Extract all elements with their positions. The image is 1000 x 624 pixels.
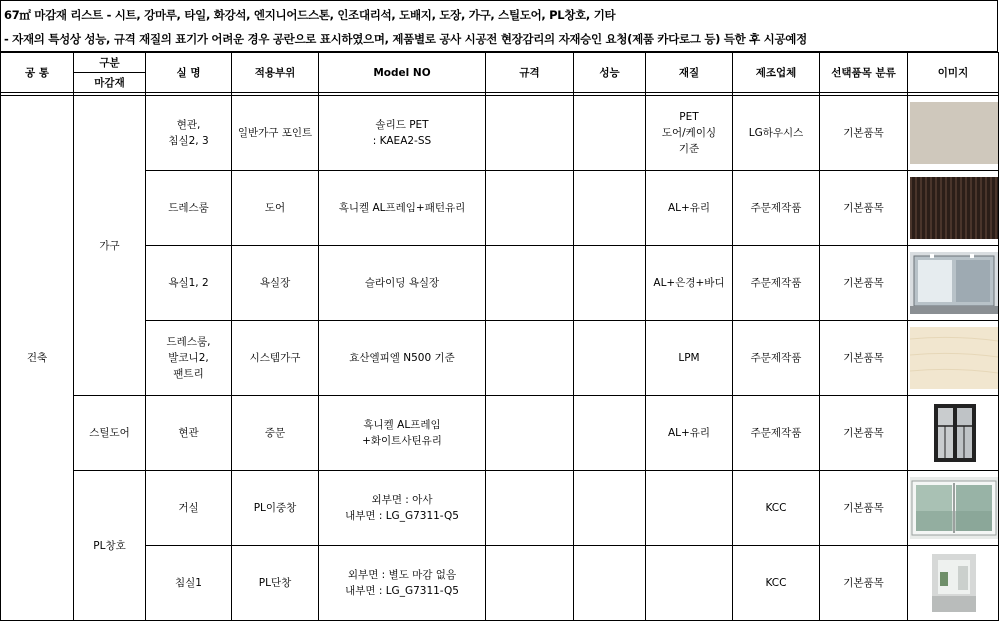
header-room: 실 명: [146, 53, 232, 93]
performance-cell: [574, 471, 646, 546]
selection-cell: 기본품목: [820, 246, 908, 321]
room-cell: 욕실1, 2: [146, 246, 232, 321]
group-steel-door: 스틸도어: [74, 396, 146, 471]
performance-cell: [574, 396, 646, 471]
spec-cell: [486, 321, 574, 396]
image-cell: [908, 471, 999, 546]
maker-cell: KCC: [733, 471, 820, 546]
performance-cell: [574, 96, 646, 171]
room-cell: 침실1: [146, 546, 232, 621]
header-maker: 제조업체: [733, 53, 820, 93]
image-cell: [908, 546, 999, 621]
header-part: 적용부위: [232, 53, 319, 93]
material-cell: AL+은경+바디: [646, 246, 733, 321]
title-line-2: - 자재의 특성상 성능, 규격 재질의 표기가 어려운 경우 공란으로 표시하였으며, 제품별로 공사 시공전 현장감리의 자재승인 요청(제품 카다로그 등) 득한 후 시공예정: [4, 32, 807, 46]
spec-cell: [486, 546, 574, 621]
single-window-photo: [910, 552, 998, 614]
header-performance: 성능: [574, 53, 646, 93]
maker-cell: 주문제작품: [733, 396, 820, 471]
part-cell: 시스템가구: [232, 321, 319, 396]
model-cell: 흑니켈 AL프레임 +화이트사틴유리: [319, 396, 486, 471]
header-model: Model NO: [319, 53, 486, 93]
table-row: [1, 546, 999, 621]
image-cell: [908, 246, 999, 321]
group-furniture: 가구: [74, 96, 146, 396]
maker-cell: LG하우시스: [733, 96, 820, 171]
header-category: 구분: [74, 53, 146, 73]
spec-cell: [486, 171, 574, 246]
table-row: [1, 171, 999, 246]
room-cell: 드레스룸: [146, 171, 232, 246]
material-cell: AL+유리: [646, 171, 733, 246]
spec-cell: [486, 396, 574, 471]
table-row: [1, 396, 999, 471]
image-cell: [908, 396, 999, 471]
performance-cell: [574, 171, 646, 246]
middle-door-photo: [910, 402, 998, 464]
header-material: 재질: [646, 53, 733, 93]
material-cell: [646, 471, 733, 546]
model-cell: 외부면 : 별도 마감 없음 내부면 : LG_G7311-Q5: [319, 546, 486, 621]
part-cell: PL이중창: [232, 471, 319, 546]
maker-cell: 주문제작품: [733, 246, 820, 321]
dark-pattern-glass-swatch: [910, 177, 998, 239]
table-row: [1, 471, 999, 546]
performance-cell: [574, 321, 646, 396]
selection-cell: 기본품목: [820, 396, 908, 471]
material-cell: [646, 546, 733, 621]
finish-table: [0, 52, 999, 621]
header-row-1: [1, 53, 999, 73]
header-spec: 규격: [486, 53, 574, 93]
header-selection: 선택품목 분류: [820, 53, 908, 93]
maker-cell: KCC: [733, 546, 820, 621]
image-cell: [908, 171, 999, 246]
header-common: 공 통: [1, 53, 74, 93]
image-cell: [908, 321, 999, 396]
part-cell: 욕실장: [232, 246, 319, 321]
table-row: [1, 321, 999, 396]
model-cell: 외부면 : 아사 내부면 : LG_G7311-Q5: [319, 471, 486, 546]
table-row: [1, 246, 999, 321]
group-pl-window: PL창호: [74, 471, 146, 621]
material-cell: AL+유리: [646, 396, 733, 471]
title-block: [0, 0, 998, 52]
spec-cell: [486, 471, 574, 546]
selection-cell: 기본품목: [820, 321, 908, 396]
part-cell: PL단창: [232, 546, 319, 621]
bathroom-cabinet-photo: [910, 252, 998, 314]
double-window-photo: [910, 477, 998, 539]
model-cell: 솔리드 PET : KAEA2-SS: [319, 96, 486, 171]
room-cell: 현관, 침실2, 3: [146, 96, 232, 171]
model-cell: 효산엘피엘 N500 기준: [319, 321, 486, 396]
selection-cell: 기본품목: [820, 471, 908, 546]
common-cell: 건축: [1, 96, 74, 621]
performance-cell: [574, 546, 646, 621]
room-cell: 드레스룸, 발코니2, 팬트리: [146, 321, 232, 396]
selection-cell: 기본품목: [820, 171, 908, 246]
material-cell: PET 도어/케이싱 기준: [646, 96, 733, 171]
spec-cell: [486, 96, 574, 171]
image-cell: [908, 96, 999, 171]
title-line-1: 67㎡ 마감재 리스트 - 시트, 강마루, 타일, 화강석, 엔지니어드스톤, 인조대리석, 도배지, 도장, 가구, 스틸도어, PL창호, 기타: [4, 8, 616, 22]
header-image: 이미지: [908, 53, 999, 93]
spec-cell: [486, 246, 574, 321]
beige-pet-swatch: [910, 102, 998, 164]
selection-cell: 기본품목: [820, 96, 908, 171]
header-finish: 마감재: [74, 73, 146, 93]
room-cell: 현관: [146, 396, 232, 471]
part-cell: 도어: [232, 171, 319, 246]
part-cell: 일반가구 포인트: [232, 96, 319, 171]
light-wood-swatch: [910, 327, 998, 389]
room-cell: 거실: [146, 471, 232, 546]
material-cell: LPM: [646, 321, 733, 396]
maker-cell: 주문제작품: [733, 171, 820, 246]
performance-cell: [574, 246, 646, 321]
model-cell: 슬라이딩 욕실장: [319, 246, 486, 321]
selection-cell: 기본품목: [820, 546, 908, 621]
model-cell: 흑니켈 AL프레임+패턴유리: [319, 171, 486, 246]
table-row: [1, 96, 999, 171]
maker-cell: 주문제작품: [733, 321, 820, 396]
part-cell: 중문: [232, 396, 319, 471]
